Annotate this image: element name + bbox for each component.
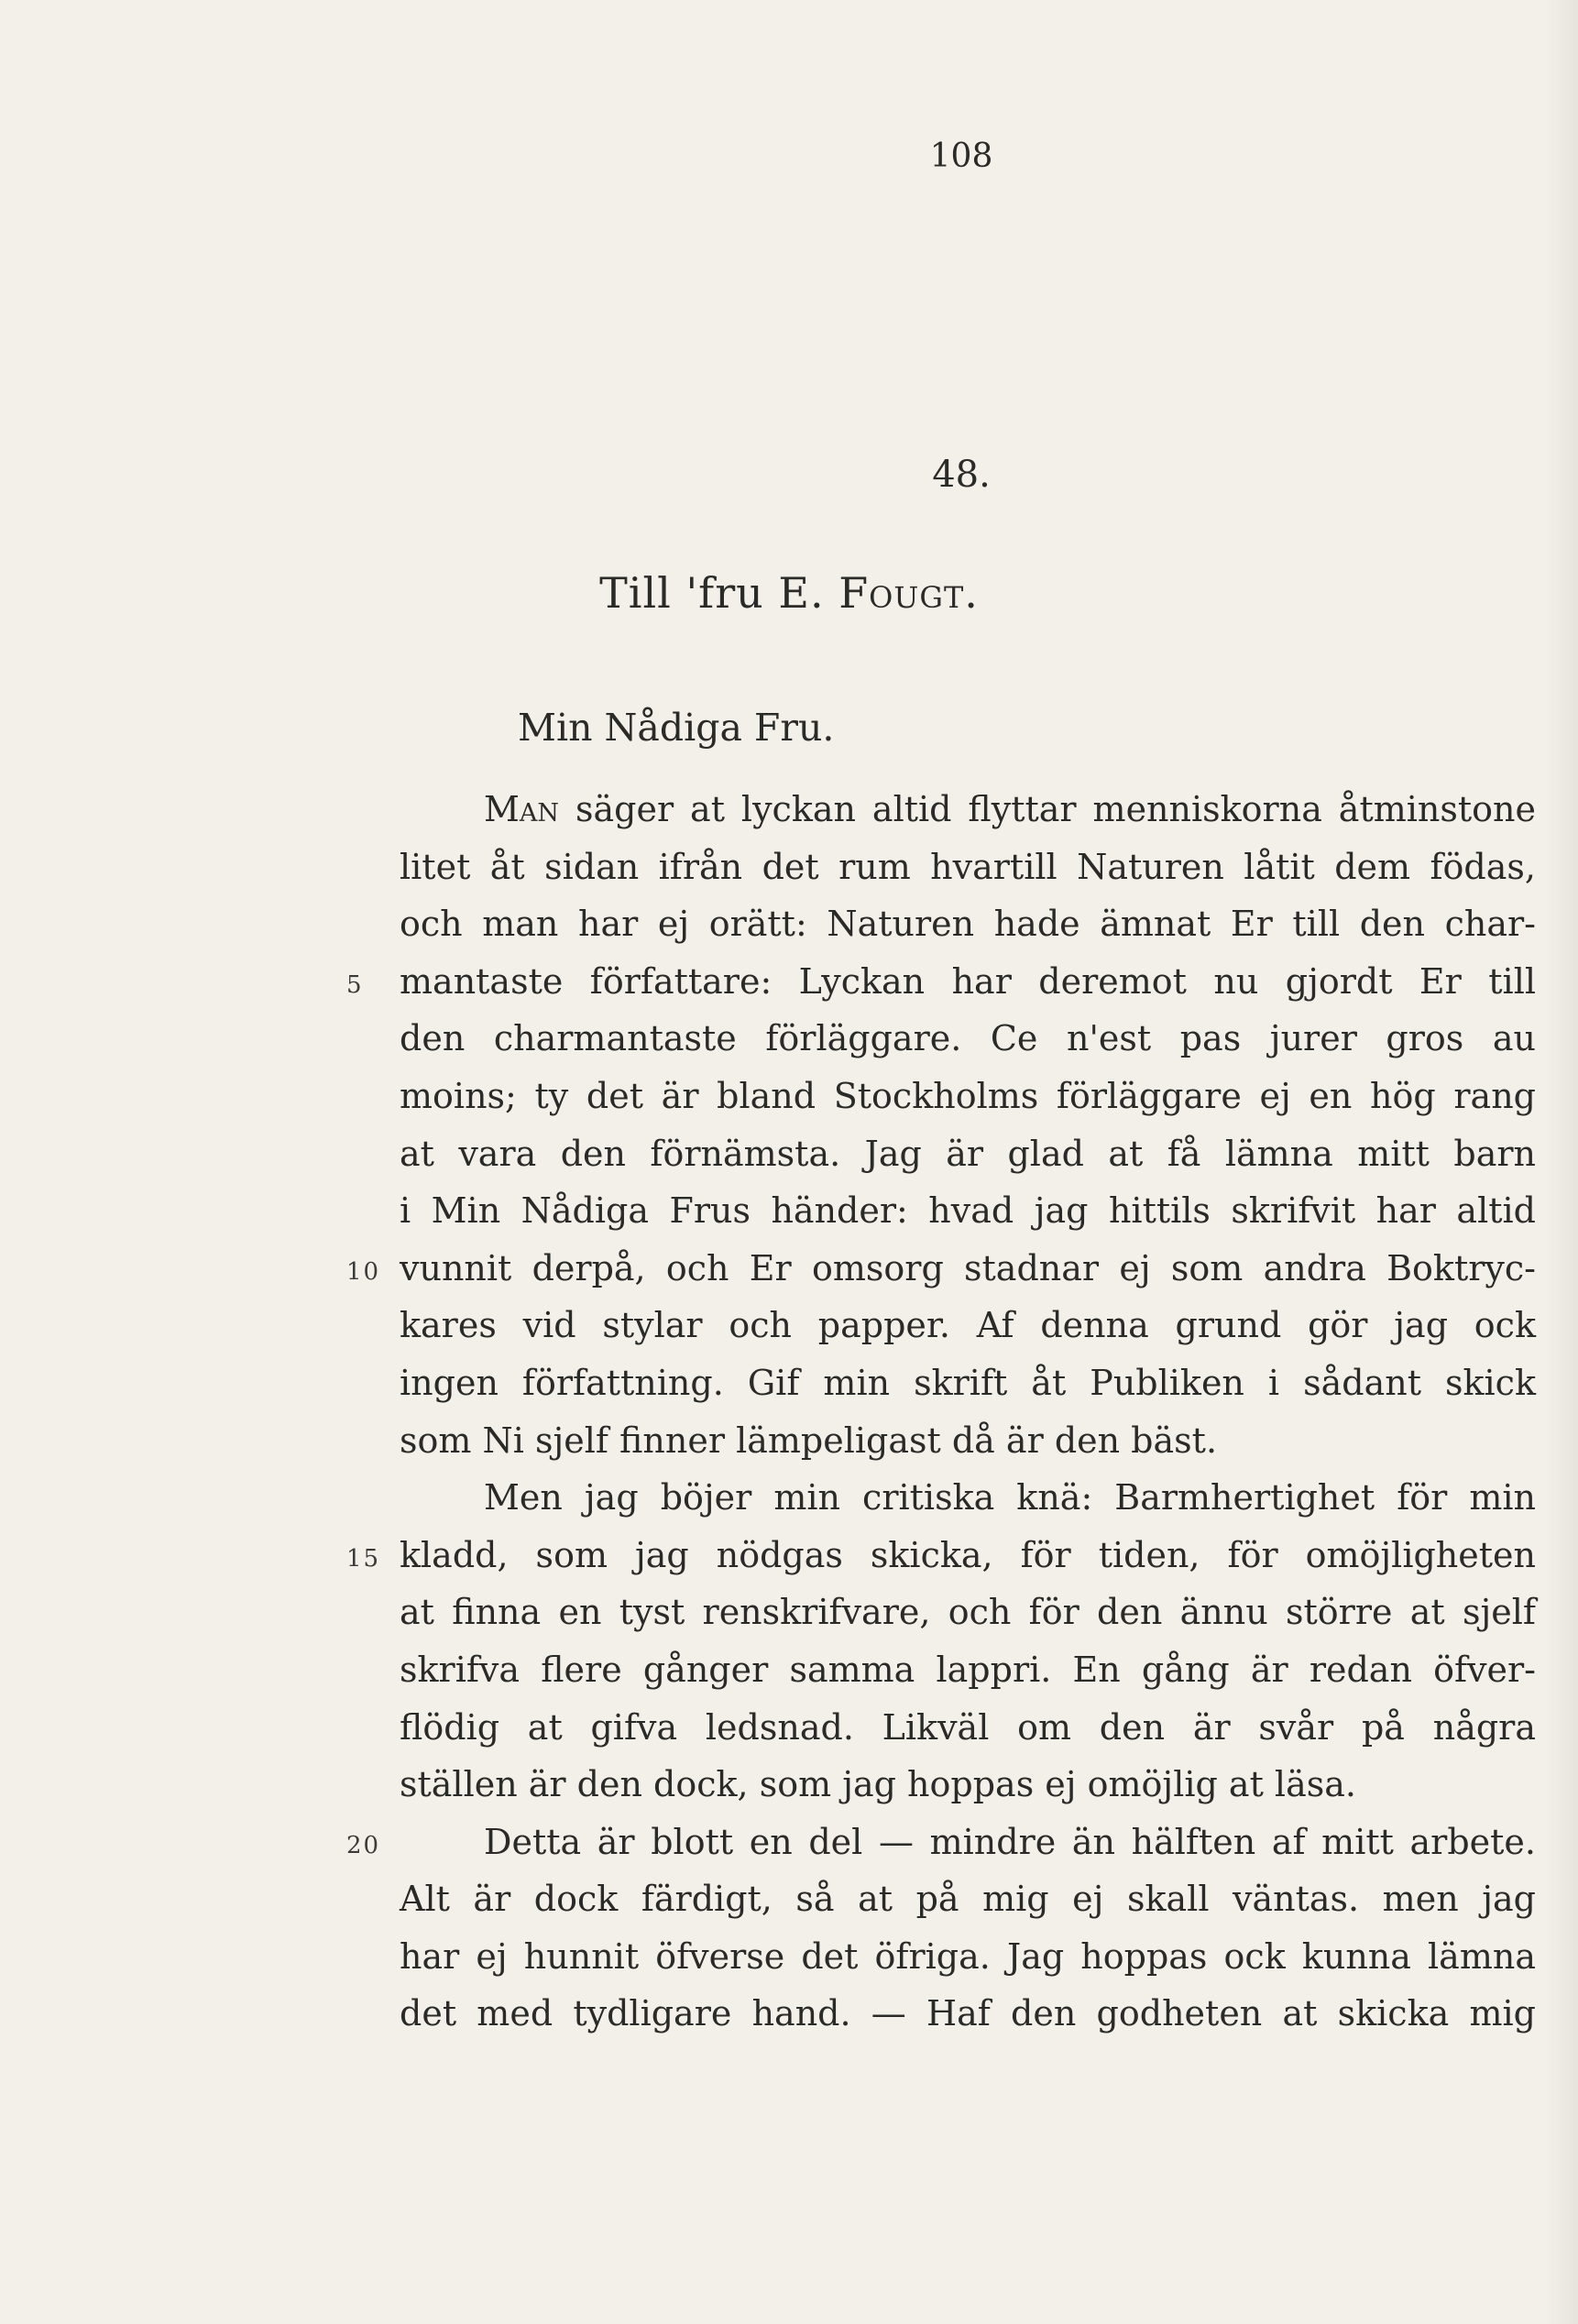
text-line [400, 1354, 1536, 1412]
text-line [400, 1412, 1536, 1470]
line-text: den charmantaste förläggare. Ce n'est pas jurer gros au [400, 1018, 1536, 1059]
line-number: 5 [346, 970, 364, 999]
text-line [400, 1870, 1536, 1928]
text-line [346, 1527, 1536, 1584]
title-suffix: . [964, 568, 979, 618]
letter-number: 48. [932, 454, 991, 496]
line-text: at vara den förnämsta. Jag är glad at få lämna mitt barn [400, 1133, 1536, 1174]
line-text: mantaste författare: Lyckan har deremot nu gjordt Er till [400, 960, 1536, 1002]
text-line [346, 1814, 1536, 1871]
line-text: som Ni sjelf finner lämpeligast då är den bäst. [400, 1420, 1218, 1461]
line-number: 10 [346, 1257, 381, 1286]
page-edge-shadow [1545, 0, 1578, 2324]
text-line [400, 1297, 1536, 1354]
line-number: 20 [346, 1831, 381, 1859]
line-text: och man har ej orätt: Naturen hade ämnat Er till den char- [400, 904, 1536, 945]
text-line [400, 1182, 1536, 1240]
text-line [400, 1928, 1536, 1986]
text-line [346, 1240, 1536, 1298]
line-text: litet åt sidan ifrån det rum hvartill Naturen låtit dem födas, [400, 846, 1536, 887]
line-text: Detta är blott en del — mindre än hälften af mitt arbete. [484, 1821, 1536, 1862]
line-text: flödig at gifva ledsnad. Likväl om den är svår på några [400, 1706, 1536, 1748]
line-text: vunnit derpå, och Er omsorg stadnar ej som andra Boktryc- [400, 1247, 1536, 1288]
line-text: Alt är dock färdigt, så at på mig ej skall väntas. men jag [400, 1879, 1536, 1920]
line-text: ställen är den dock, som jag hoppas ej omöjlig at läsa. [400, 1764, 1356, 1805]
line-text: moins; ty det är bland Stockholms förläggare ej en hög rang [400, 1075, 1536, 1116]
text-line [400, 781, 1536, 839]
opening-word: Man [484, 789, 560, 829]
line-text: det med tydligare hand. — Haf den godheten at skicka mig [400, 1993, 1536, 2034]
text-line [400, 839, 1536, 896]
salutation: Min Nådiga Fru. [518, 706, 835, 750]
line-number: 15 [346, 1544, 381, 1573]
text-line [400, 1699, 1536, 1757]
line-text: skrifva flere gånger samma lappri. En gång är redan öfver- [400, 1649, 1536, 1690]
text-line [400, 1125, 1536, 1183]
text-line [400, 895, 1536, 953]
line-text: har ej hunnit öfverse det öfriga. Jag hoppas ock kunna lämna [400, 1935, 1536, 1977]
line-text: kladd, som jag nödgas skicka, för tiden, för omöjligheten [400, 1534, 1536, 1575]
text-line [400, 1068, 1536, 1125]
letter-body [346, 781, 1536, 2043]
line-text: at finna en tyst renskrifvare, och för den ännu större at sjelf [400, 1592, 1536, 1633]
line-text: Men jag böjer min critiska knä: Barmhertighet för min [484, 1477, 1536, 1518]
title-prefix: Till 'fru E. [599, 568, 825, 618]
text-line [400, 1641, 1536, 1699]
letter-title [0, 568, 1578, 618]
text-line [400, 1756, 1536, 1814]
line-text: i Min Nådiga Frus händer: hvad jag hittils skrifvit har altid [400, 1190, 1536, 1232]
line-text: kares vid stylar och papper. Af denna grund gör jag ock [400, 1305, 1536, 1346]
line-text: ingen författning. Gif min skrift åt Publiken i sådant skick [400, 1362, 1536, 1403]
text-line [400, 1584, 1536, 1641]
text-line [346, 953, 1536, 1011]
text-line [400, 1469, 1536, 1527]
line-text: säger at lyckan altid flyttar menniskorna åtminstone [559, 789, 1536, 829]
text-line [400, 1010, 1536, 1068]
page-number: 108 [929, 137, 993, 175]
text-line [400, 1985, 1536, 2043]
title-name: Fougt [838, 568, 965, 618]
